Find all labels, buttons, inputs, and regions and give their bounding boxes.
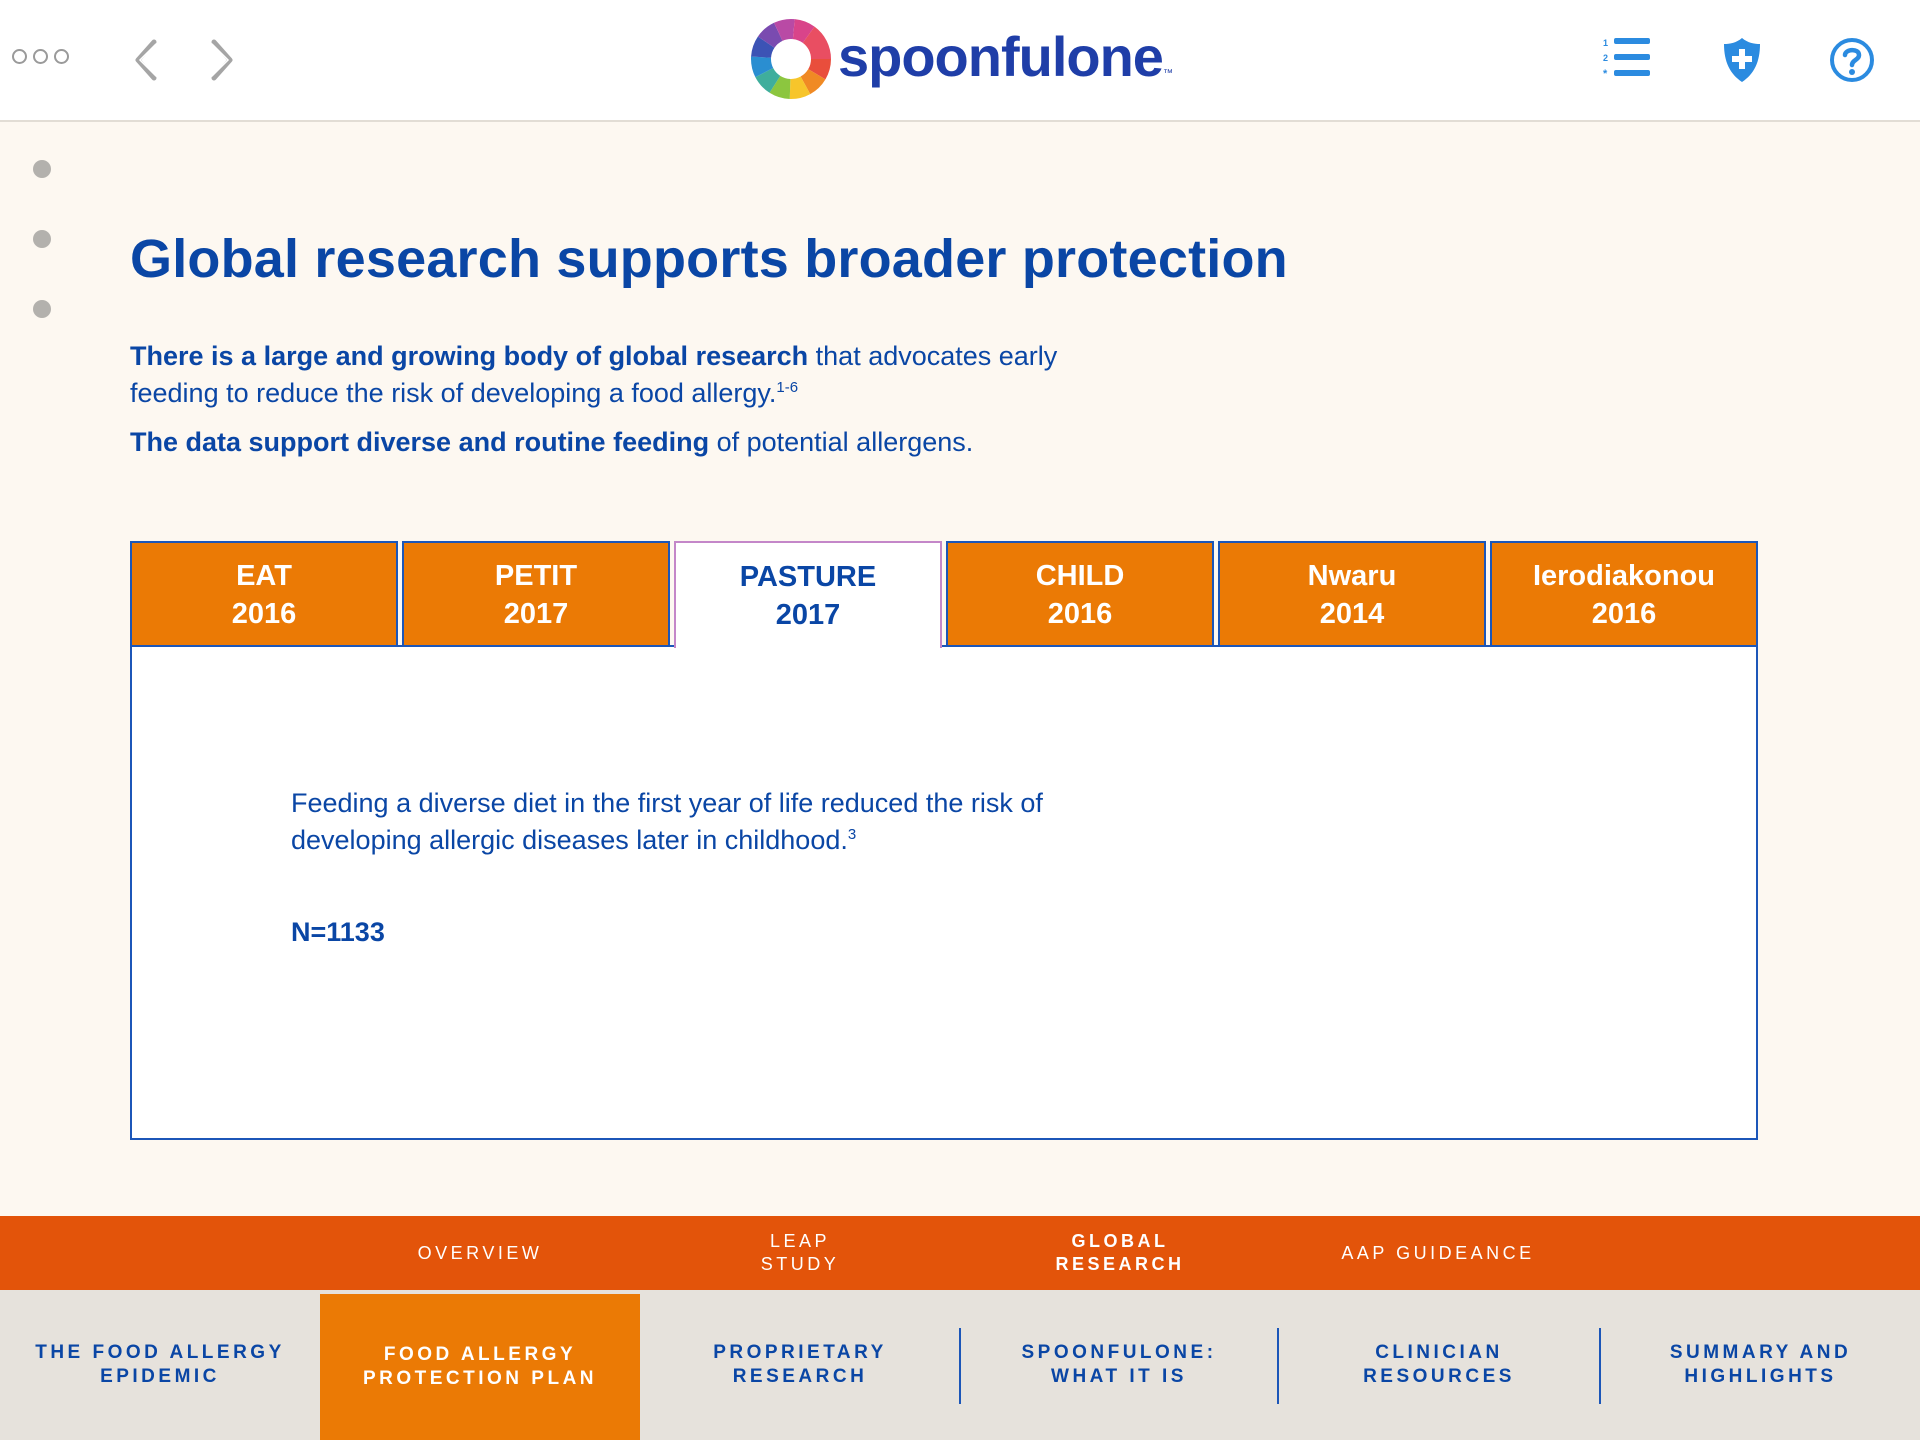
tab-nwaru[interactable] — [1218, 541, 1486, 646]
chapter-label — [363, 1343, 597, 1391]
tab-name: Nwaru — [1307, 559, 1397, 592]
section-label: AAP GUIDEANCE — [1341, 1242, 1535, 1263]
intro-text — [130, 338, 1090, 473]
chapter-label-line1: FOOD ALLERGY — [383, 1344, 577, 1365]
svg-text:2: 2 — [1603, 53, 1609, 63]
logo-wordmark: spoonfulone — [838, 24, 1163, 88]
tab-ierodiakonou[interactable] — [1490, 541, 1758, 646]
tab-child[interactable] — [946, 541, 1214, 646]
chapter-food-allergy-protection-plan[interactable] — [320, 1294, 640, 1440]
page-dot[interactable] — [33, 160, 51, 178]
tab-year: 2016 — [231, 597, 297, 630]
tab-name: Ierodiakonou — [1532, 559, 1716, 592]
chevron-left-icon[interactable] — [126, 36, 166, 84]
tab-name: EAT — [236, 559, 292, 592]
page-dot[interactable] — [33, 230, 51, 248]
section-global-research[interactable] — [1020, 1216, 1220, 1290]
chevron-right-icon[interactable] — [202, 36, 242, 84]
tab-year: 2017 — [503, 597, 569, 630]
study-summary-reference: 3 — [847, 826, 857, 843]
intro-p2-bold: The data support diverse and routine feeding — [130, 427, 710, 457]
chapter-label-line2: WHAT IT IS — [1051, 1366, 1187, 1387]
top-bar — [0, 0, 1920, 122]
tab-petit[interactable] — [402, 541, 670, 646]
study-summary — [291, 785, 1111, 859]
sample-size: N=1133 — [291, 917, 385, 947]
section-label-line1: LEAP — [769, 1231, 830, 1251]
spoonfulone-logo — [748, 16, 1173, 102]
page-indicator — [33, 160, 51, 370]
section-nav — [0, 1216, 1920, 1290]
intro-paragraph-1 — [130, 338, 1090, 412]
chapter-label-line1: SUMMARY AND — [1669, 1342, 1852, 1363]
chapter-label-line1: SPOONFULONE: — [1021, 1342, 1217, 1363]
tab-name: PETIT — [494, 559, 578, 592]
intro-p1-rest: that advocates early feeding to reduce the risk of developing a food allergy. — [130, 341, 1058, 408]
chapter-label-line1: CLINICIAN — [1375, 1342, 1503, 1363]
chapter-label-line1: PROPRIETARY — [713, 1342, 887, 1363]
logo-ring-icon — [748, 16, 834, 102]
section-overview[interactable] — [380, 1216, 580, 1290]
tab-eat[interactable] — [130, 541, 398, 646]
chapter-label — [713, 1341, 887, 1389]
chapter-label-line1: THE FOOD ALLERGY — [35, 1342, 285, 1363]
tab-year: 2014 — [1319, 597, 1385, 630]
chapter-clinician-resources[interactable] — [1279, 1290, 1599, 1440]
page-title: Global research supports broader protection — [130, 229, 1288, 289]
study-summary-text: Feeding a diverse diet in the first year of life reduced the risk of developing allergic diseases later in childhood. — [291, 788, 1043, 855]
section-label: OVERVIEW — [417, 1242, 543, 1263]
chapter-summary-and-highlights[interactable] — [1601, 1290, 1920, 1440]
section-label-line2: STUDY — [760, 1254, 840, 1274]
more-dots-icon[interactable] — [12, 49, 69, 64]
chapter-label-line2: RESOURCES — [1363, 1366, 1515, 1387]
chapter-label-line2: HIGHLIGHTS — [1684, 1366, 1837, 1387]
tab-name: CHILD — [1035, 559, 1125, 592]
chapter-proprietary-research[interactable] — [640, 1290, 960, 1440]
chapter-label — [35, 1341, 285, 1389]
section-label-line2: RESEARCH — [1055, 1254, 1185, 1274]
intro-p1-bold: There is a large and growing body of global research — [130, 341, 809, 371]
intro-paragraph-2 — [130, 424, 1090, 461]
svg-text:1: 1 — [1603, 38, 1609, 48]
shield-plus-icon[interactable] — [1716, 34, 1768, 86]
svg-text:*: * — [1603, 68, 1608, 80]
intro-p2-rest: of potential allergens. — [709, 427, 974, 457]
chapter-food-allergy-epidemic[interactable] — [0, 1290, 320, 1440]
section-label-line1: GLOBAL — [1071, 1231, 1169, 1251]
chapter-label-line2: RESEARCH — [732, 1366, 868, 1387]
section-leap-study[interactable] — [700, 1216, 900, 1290]
chapter-label — [1670, 1341, 1851, 1389]
study-tabs — [130, 541, 1758, 646]
section-label — [761, 1230, 840, 1276]
page-dot[interactable] — [33, 300, 51, 318]
tab-year: 2016 — [1047, 597, 1113, 630]
tab-name: PASTURE — [739, 560, 877, 593]
chapter-label-line2: EPIDEMIC — [100, 1366, 220, 1387]
tab-year: 2016 — [1591, 597, 1657, 630]
chapter-spoonfulone-what-it-is[interactable] — [961, 1290, 1277, 1440]
chapter-label — [1363, 1341, 1515, 1389]
intro-p1-reference: 1-6 — [776, 379, 799, 396]
section-label — [1055, 1230, 1184, 1276]
tab-year: 2017 — [775, 598, 841, 631]
study-panel — [130, 645, 1758, 1140]
section-aap-guidance[interactable] — [1318, 1216, 1558, 1290]
tab-pasture[interactable] — [674, 541, 942, 648]
help-circle-icon[interactable] — [1826, 34, 1878, 86]
trademark-symbol: ™ — [1162, 67, 1173, 79]
chapter-label — [1021, 1341, 1216, 1389]
chapter-nav — [0, 1290, 1920, 1440]
chapter-label-line2: PROTECTION PLAN — [362, 1368, 598, 1389]
numbered-list-icon[interactable] — [1600, 34, 1652, 86]
